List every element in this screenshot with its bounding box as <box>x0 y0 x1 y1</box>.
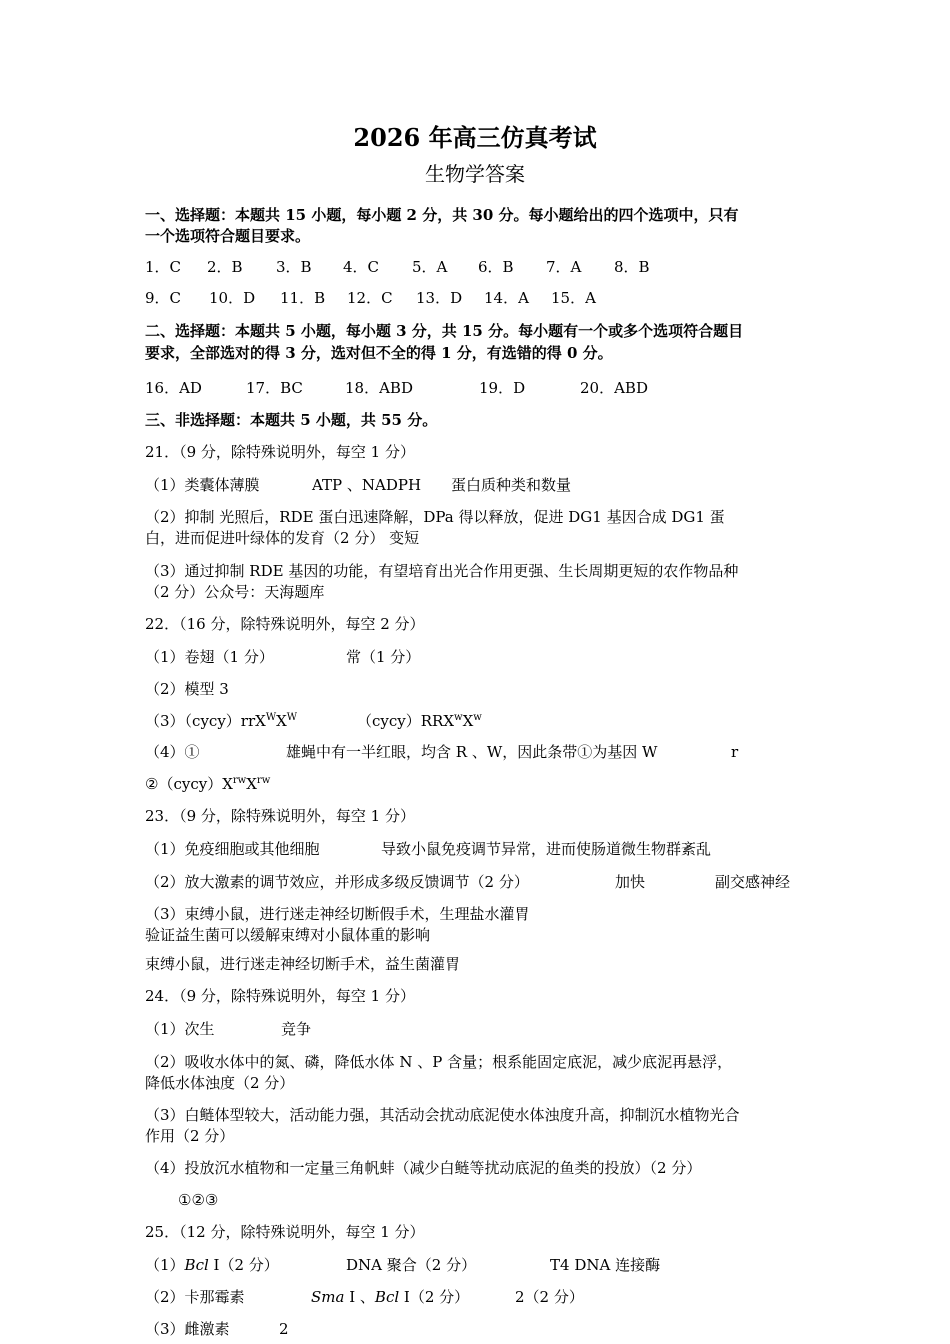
q25-a2-part2 <box>311 1287 515 1308</box>
q22-a5-text: ②（cycy）X <box>145 775 233 793</box>
q23-answer-3-line1: （3）束缚小鼠，进行迷走神经切断假手术，生理盐水灌胃 <box>145 905 530 923</box>
page-subtitle: 生物学答案 <box>425 162 525 186</box>
q25-a1-part2: DNA 聚合（2 分） <box>346 1256 477 1274</box>
answer-5: 5．A <box>412 258 448 276</box>
q25-a2-enzyme2: Bcl <box>374 1288 400 1306</box>
q22-a3-right-text: （cycy）RRX <box>357 712 455 730</box>
q23-a2-part3: 副交感神经 <box>715 873 791 891</box>
answer-19: 19．D <box>479 379 526 397</box>
q24-answer-2-line1: （2）吸收水体中的氮、磷，降低水体 N 、P 含量；根系能固定底泥，减少底泥再悬浮， <box>145 1053 733 1071</box>
q22-a3-left-sup2: W <box>286 712 298 723</box>
q22-a3-left-text: （3）（cycy）rrX <box>145 712 266 730</box>
q24-a1-part2: 竞争 <box>281 1020 312 1038</box>
q23-header: 23．（9 分，除特殊说明外，每空 1 分） <box>145 807 415 825</box>
q25-a3-part1: （3）雌激素 <box>145 1320 230 1338</box>
q22-a5-sup1: rw <box>232 775 247 786</box>
q21-a1-part1: （1）类囊体薄膜 <box>145 476 260 494</box>
q25-a2-suffix: I（2 分） <box>399 1288 470 1306</box>
q21-answer-3-line1: （3）通过抑制 RDE 基因的功能，有望培育出光合作用更强、生长周期更短的农作物品种 <box>145 562 739 580</box>
q22-a5-sup2: rw <box>256 775 271 786</box>
q22-answer-5 <box>145 774 270 795</box>
q22-a4-part2: 雄蝇中有一半红眼，均含 R 、W，因此条带①为基因 W <box>286 743 658 761</box>
q23-a2-part1: （2）放大激素的调节效应，并形成多级反馈调节（2 分） <box>145 873 529 891</box>
q24-answer-3-line2: 作用（2 分） <box>145 1127 235 1145</box>
q21-answer-1 <box>145 475 571 496</box>
q24-answer-3-line1: （3）白鲢体型较大，活动能力强，其活动会扰动底泥使水体浊度升高，抑制沉水植物光合 <box>145 1106 740 1124</box>
q25-answer-2 <box>145 1287 584 1308</box>
answer-18: 18．ABD <box>345 379 413 397</box>
section2-heading-line1: 二、选择题：本题共 5 小题，每小题 3 分，共 15 分。每小题有一个或多个选项符合题目 <box>145 322 744 340</box>
q22-a5-mid: X <box>246 775 257 793</box>
answer-1: 1．C <box>145 258 182 276</box>
section2-heading-line2: 要求，全部选对的得 3 分，选对但不全的得 1 分，有选错的得 0 分。 <box>145 344 613 362</box>
q25-answer-3 <box>145 1319 289 1340</box>
q22-a3-genotype-left <box>145 711 357 732</box>
answer-3: 3．B <box>276 258 312 276</box>
q23-answer-3-line3: 束缚小鼠，进行迷走神经切断手术，益生菌灌胃 <box>145 955 461 973</box>
answer-11: 11．B <box>280 289 326 307</box>
section1-answers-row2 <box>145 288 596 309</box>
q25-a1-suffix: I（2 分） <box>208 1256 279 1274</box>
q23-answer-3-line2: 验证益生菌可以缓解束缚对小鼠体重的影响 <box>145 926 431 944</box>
q25-a3-part2: 2 <box>279 1320 289 1338</box>
section1-heading-line2: 一个选项符合题目要求。 <box>145 227 311 245</box>
q22-a1-part1: （1）卷翅（1 分） <box>145 648 274 666</box>
answer-6: 6．B <box>478 258 514 276</box>
q21-answer-3-line2: （2 分）公众号：天海题库 <box>145 583 325 601</box>
q24-a1-part1: （1）次生 <box>145 1020 215 1038</box>
q21-answer-2-line2: 白，进而促进叶绿体的发育（2 分） 变短 <box>145 529 420 547</box>
q22-a3-genotype-right <box>357 711 482 732</box>
answer-12: 12．C <box>347 289 393 307</box>
q22-a3-right-mid: X <box>462 712 474 730</box>
q22-answer-1 <box>145 647 420 668</box>
section3-heading: 三、非选择题：本题共 5 小题，共 55 分。 <box>145 411 438 429</box>
answer-15: 15．A <box>551 289 596 307</box>
q23-a2-part2: 加快 <box>615 873 646 891</box>
q22-a4-part1: （4）① <box>145 743 200 761</box>
answer-17: 17．BC <box>246 379 303 397</box>
q22-answer-4 <box>145 742 738 763</box>
answer-16: 16．AD <box>145 379 202 397</box>
answer-13: 13．D <box>416 289 463 307</box>
q25-a1-part3: T4 DNA 连接酶 <box>550 1256 661 1274</box>
q22-answer-2: （2）模型 3 <box>145 680 229 698</box>
q25-header: 25．（12 分，除特殊说明外，每空 1 分） <box>145 1223 425 1241</box>
q24-answer-4-line2: ①②③ <box>178 1191 219 1209</box>
q25-a2-part1: （2）卡那霉素 <box>145 1288 245 1306</box>
section1-answers-row1 <box>145 257 650 278</box>
page-title: 2026 年高三仿真考试 <box>353 123 597 152</box>
q21-a1-part2: ATP 、NADPH <box>312 476 422 494</box>
q22-a3-right-sup2: w <box>473 712 482 723</box>
q24-answer-2-line2: 降低水体浊度（2 分） <box>145 1074 295 1092</box>
answer-7: 7．A <box>546 258 582 276</box>
answer-10: 10．D <box>209 289 256 307</box>
q22-answer-3 <box>145 711 482 732</box>
q22-a4-part3: r <box>731 743 739 761</box>
q21-a1-part3: 蛋白质种类和数量 <box>451 476 572 494</box>
q25-a1-enzyme: Bcl <box>184 1256 209 1274</box>
q25-a1-part1 <box>145 1255 346 1276</box>
q21-header: 21．（9 分，除特殊说明外，每空 1 分） <box>145 443 415 461</box>
q22-a1-part2: 常（1 分） <box>346 648 421 666</box>
q22-header: 22．（16 分，除特殊说明外，每空 2 分） <box>145 615 425 633</box>
section2-answers-row <box>145 378 648 399</box>
q23-answer-1 <box>145 839 711 860</box>
q24-answer-1 <box>145 1019 311 1040</box>
q25-a2-sep: I 、 <box>344 1288 375 1306</box>
q22-a3-left-mid: X <box>276 712 287 730</box>
q24-header: 24．（9 分，除特殊说明外，每空 1 分） <box>145 987 415 1005</box>
q21-answer-2-line1: （2）抑制 光照后，RDE 蛋白迅速降解，DPa 得以释放，促进 DG1 基因合成 DG1 蛋 <box>145 508 725 526</box>
answer-4: 4．C <box>343 258 380 276</box>
answer-14: 14．A <box>484 289 529 307</box>
q25-answer-1 <box>145 1255 660 1276</box>
answer-9: 9．C <box>145 289 182 307</box>
answer-2: 2．B <box>207 258 243 276</box>
q22-a3-right-sup1: w <box>454 712 463 723</box>
q22-a3-left-sup1: W <box>265 712 277 723</box>
answer-20: 20．ABD <box>580 379 648 397</box>
q25-a2-enzyme1: Sma <box>311 1288 345 1306</box>
section1-heading-line1: 一、选择题：本题共 15 小题，每小题 2 分，共 30 分。每小题给出的四个选项中，只有 <box>145 206 739 224</box>
q23-a1-part1: （1）免疫细胞或其他细胞 <box>145 840 320 858</box>
q25-a2-part3: 2（2 分） <box>515 1288 584 1306</box>
q23-a1-part2: 导致小鼠免疫调节异常，进而使肠道微生物群紊乱 <box>381 840 712 858</box>
q25-a1-prefix: （1） <box>145 1256 185 1274</box>
answer-8: 8．B <box>614 258 650 276</box>
q24-answer-4-line1: （4）投放沉水植物和一定量三角帆蚌（减少白鲢等扰动底泥的鱼类的投放）（2 分） <box>145 1159 702 1177</box>
q23-answer-2 <box>145 872 790 893</box>
